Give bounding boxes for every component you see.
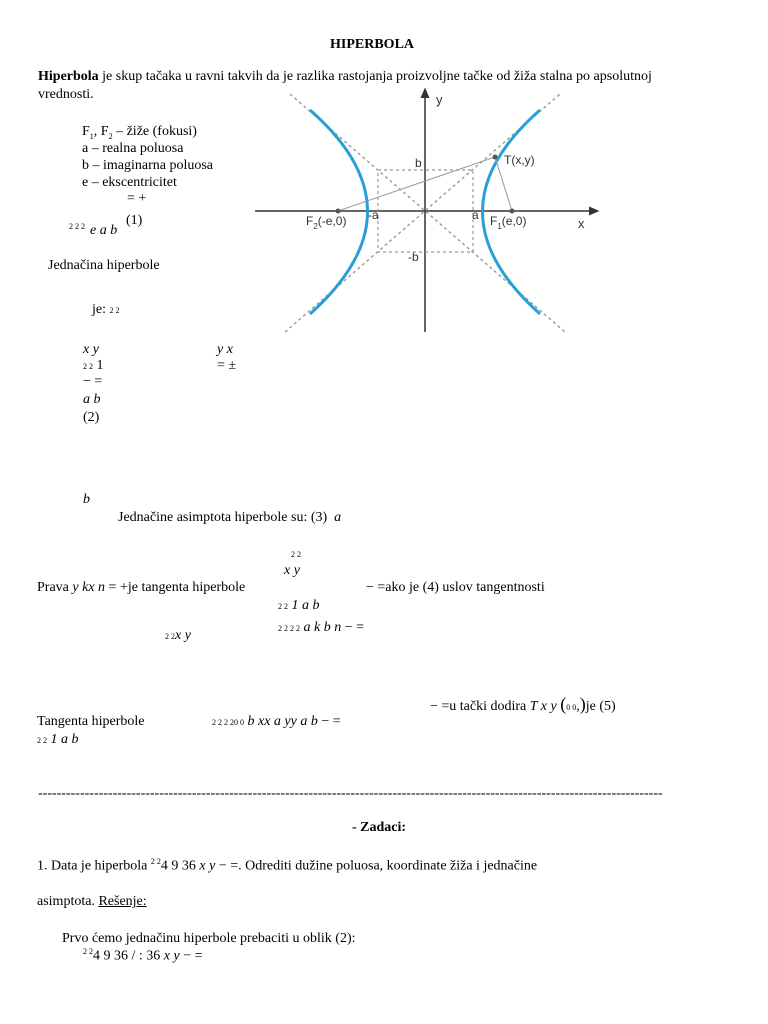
intro-text: je skup tačaka u ravni takvih da je razlika rastojanja proizvoljne tačke od žiža stalna po apsolutnoj [102,69,652,84]
equation-je: je: 2 2 [92,302,120,317]
eq1-number: (1) [126,213,143,228]
focus-f1-marker [510,209,515,214]
eq1-vars: e a b [90,223,118,238]
task1-line2: asimptota. Rešenje: [37,894,147,909]
a-left-label: -a [368,208,379,222]
b-top-label: b [415,156,422,170]
intro-term: Hiperbola [38,69,99,84]
def-foci: $F_1$, $F_2$ – žiže (fokusi) [82,124,197,141]
task1-line3: Prvo ćemo jednačinu hiperbole prebaciti u oblik (2): [62,931,356,946]
page-title: HIPERBOLA [330,37,415,52]
x-axis-label: x [578,216,585,231]
def-a: a – realna poluosa [82,141,184,156]
tasks-title: - Zadaci: [352,820,407,835]
eq2-number: (2) [83,410,100,425]
asymptote-b: b [83,492,90,507]
eq3-pm: = ± [217,358,237,373]
eq1-sign: = + [127,191,147,206]
eq2-ab: a b [83,392,101,407]
focus-f1-label: $F_1(e,0)$ [490,214,527,231]
eq2-minus: − = [83,374,103,389]
point-t-marker [493,155,498,160]
task1-line4: $^{2 2}$4 9 36 / : 36 x y − = [83,947,203,964]
section-divider: -------------------------------------------------------------------------------------------------------------------------------------- [38,786,663,801]
a-right-label: a [472,208,479,222]
eq3-yx: y x [217,342,233,357]
intro-line-1 [38,69,652,85]
def-b: b – imaginarna poluosa [82,158,214,173]
focus-f2-label: $F_2(-e,0)$ [306,214,347,231]
def-e: e – ekscentricitet [82,175,177,190]
eq1-sup: 2 2 2 [69,222,85,231]
tangent-sup: 2 2 [291,550,301,559]
tangent-xy-top: x y [284,563,300,578]
tangent-point-eq: 2 2 2 20 0 b xx a yy a b − = [212,714,341,729]
point-t-label: T(x,y) [504,153,535,167]
tangent-point-line: − =u tački dodira T x y (0 0,)je (5) [430,694,616,714]
hyperbola-figure [250,88,600,334]
tangent-point-label: Tangenta hiperbole [37,714,145,729]
asymptote-text: Jednačine asimptota hiperbole su: (3) a [118,510,342,525]
tangent-akbn: 2 2 2 2 a k b n − = [278,620,365,635]
task1-line1: 1. Data je hiperbola $^{2 2}$4 9 36 x y − =. Odrediti dužine poluosa, koordinate žiža i jednačine [37,857,538,874]
eq2-one: 2 2 1 [83,358,104,373]
eq2-xy: x y [83,342,99,357]
b-bottom-label: -b [408,250,419,264]
tangent-one-ab: 2 2 1 a b [278,598,320,613]
y-axis-label: y [436,92,443,107]
equation-label: Jednačina hiperbole [48,258,160,273]
tangent-xy-bottom: 2 2x y [165,628,191,643]
focus-f2-marker [336,209,341,214]
intro-line-2: vrednosti. [38,87,94,102]
tangent-condition: − =ako je (4) uslov tangentnosti [366,580,545,595]
tangent-point-one-ab: 2 2 1 a b [37,732,79,747]
tangent-line: Prava y kx n = +je tangenta hiperbole [37,580,246,595]
